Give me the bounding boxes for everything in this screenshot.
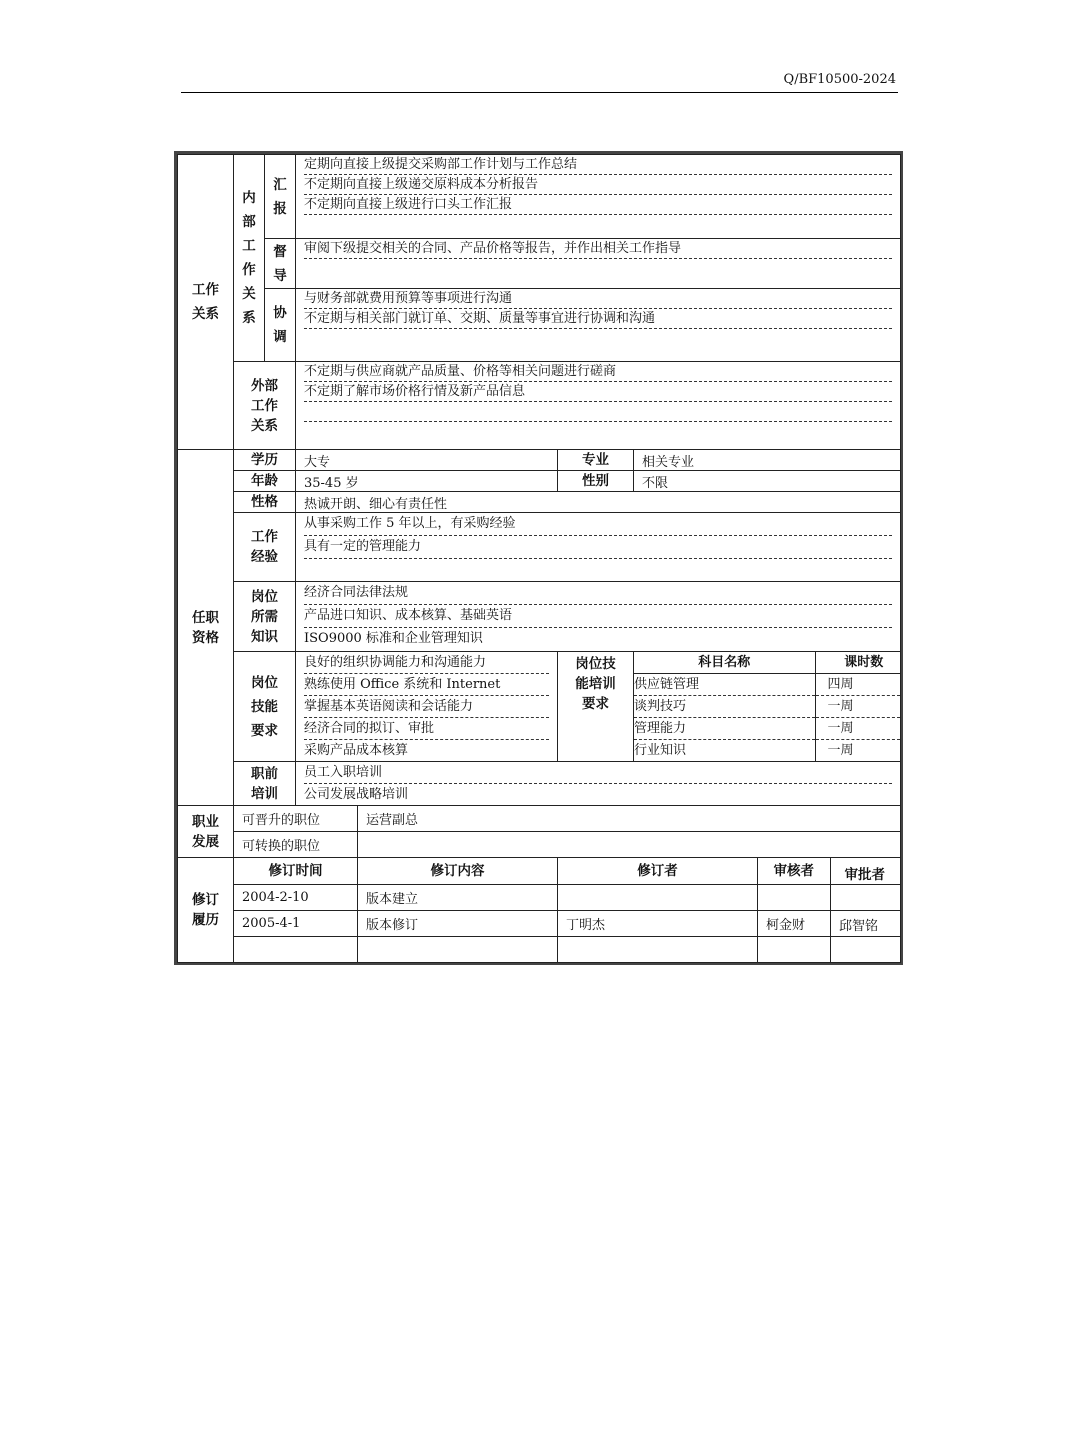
revision-date — [234, 937, 358, 963]
table-row — [178, 885, 901, 911]
list-item: 审阅下级提交相关的合同、产品价格等报告，并作出相关工作指导 — [304, 239, 892, 259]
revision-header-approver: 审批者 — [844, 867, 885, 883]
section-label-revisions: 修订 履历 — [178, 858, 234, 963]
list-item: 具有一定的管理能力 — [304, 536, 892, 559]
personality-label: 性格 — [234, 492, 296, 513]
training-hours: 一周 — [815, 739, 900, 761]
experience-lines — [296, 513, 901, 582]
revision-date: 2004-2-10 — [234, 885, 358, 911]
list-item: 产品进口知识、成本核算、基础英语 — [304, 605, 892, 628]
job-description-form — [174, 151, 903, 965]
training-hours: 四周 — [815, 673, 900, 695]
list-item: 良好的组织协调能力和沟通能力 — [304, 652, 549, 674]
table-row — [178, 937, 901, 963]
training-subject: 管理能力 — [634, 717, 815, 739]
training-label: 岗位技 能培训 要求 — [558, 652, 634, 762]
list-item — [304, 422, 892, 441]
training-subject-header: 科目名称 — [634, 652, 815, 673]
table-row — [634, 673, 900, 695]
list-item: 与财务部就费用预算等事项进行沟通 — [304, 289, 892, 309]
table-row — [634, 695, 900, 717]
table-row — [634, 739, 900, 761]
training-table-cell — [634, 652, 901, 762]
list-item: 不定期了解市场价格行情及新产品信息 — [304, 382, 892, 402]
revision-header-date: 修订时间 — [234, 858, 358, 885]
revision-checker — [758, 885, 901, 911]
experience-label: 工作 经验 — [234, 513, 296, 582]
external-lines — [296, 362, 901, 450]
coordinate-label: 协 调 — [265, 289, 296, 362]
revision-reviser: 丁明杰 — [558, 911, 758, 937]
list-item: 不定期向直接上级递交原料成本分析报告 — [304, 175, 892, 195]
training-subject: 谈判技巧 — [634, 695, 815, 717]
list-item: 采购产品成本核算 — [304, 743, 409, 758]
coordinate-lines — [296, 289, 901, 362]
skills-label: 岗位 技能 要求 — [234, 652, 296, 762]
transfer-label: 可转换的职位 — [234, 832, 358, 858]
list-item: 定期向直接上级提交采购部工作计划与工作总结 — [304, 155, 892, 175]
list-item: 员工入职培训 — [304, 762, 892, 784]
list-item: 掌握基本英语阅读和会话能力 — [304, 696, 549, 718]
major-value: 相关专业 — [634, 450, 901, 471]
list-item: 经济合同法律法规 — [304, 582, 892, 605]
revision-checker — [758, 937, 901, 963]
pre-job-training-lines — [296, 762, 901, 806]
knowledge-label: 岗位 所需 知识 — [234, 582, 296, 652]
list-item: 不定期向直接上级进行口头工作汇报 — [304, 195, 892, 215]
list-item: 经济合同的拟订、审批 — [304, 718, 549, 740]
table-row — [634, 717, 900, 739]
revision-date: 2005-4-1 — [234, 911, 358, 937]
document-code: Q/BF10500-2024 — [783, 72, 896, 87]
table-row — [178, 911, 901, 937]
training-hours: 一周 — [815, 695, 900, 717]
skills-lines — [296, 652, 558, 762]
section-label-work-relations: 工作 关系 — [178, 155, 234, 450]
list-item — [304, 215, 892, 234]
revision-header-checker: 审核者 — [758, 858, 831, 884]
list-item — [304, 329, 892, 348]
education-value: 大专 — [296, 450, 558, 471]
promote-value: 运营副总 — [358, 806, 901, 832]
list-item — [304, 259, 892, 278]
education-label: 学历 — [234, 450, 296, 471]
form-table — [177, 154, 901, 963]
revision-reviser — [558, 885, 758, 911]
gender-value: 不限 — [634, 471, 901, 492]
training-table — [634, 652, 900, 761]
list-item: 不定期与供应商就产品质量、价格等相关问题进行磋商 — [304, 362, 892, 382]
section-label-qualifications: 任职 资格 — [178, 450, 234, 806]
section-label-career: 职业 发展 — [178, 806, 234, 858]
revision-checker: 柯金财 — [758, 911, 901, 937]
external-relations-label: 外部 工作 关系 — [234, 362, 296, 450]
pre-job-training-label: 职前 培训 — [234, 762, 296, 806]
revision-content: 版本建立 — [358, 885, 558, 911]
supervise-label: 督 导 — [265, 239, 296, 289]
revision-header-content: 修订内容 — [358, 858, 558, 885]
revision-reviser — [558, 937, 758, 963]
header-rule — [181, 92, 898, 93]
training-subject: 行业知识 — [634, 742, 687, 758]
transfer-value — [358, 832, 901, 858]
revision-content: 版本修订 — [358, 911, 558, 937]
list-item — [304, 402, 892, 422]
report-label: 汇 报 — [265, 155, 296, 239]
supervise-lines — [296, 239, 901, 289]
revision-header-reviser: 修订者 — [558, 858, 758, 885]
list-item: ISO9000 标准和企业管理知识 — [304, 631, 483, 646]
list-item: 公司发展战略培训 — [304, 787, 409, 802]
list-item: 不定期与相关部门就订单、交期、质量等事宜进行协调和沟通 — [304, 309, 892, 329]
age-value: 35-45 岁 — [296, 471, 558, 492]
personality-value: 热诚开朗、细心有责任性 — [296, 492, 901, 513]
internal-relations-label: 内 部 工 作 关 系 — [234, 155, 265, 362]
training-hours-header: 课时数 — [815, 652, 900, 673]
revision-content — [358, 937, 558, 963]
training-subject: 供应链管理 — [634, 673, 815, 695]
list-item: 从事采购工作 5 年以上，有采购经验 — [304, 513, 892, 536]
revision-approver: 邱智铭 — [839, 919, 879, 934]
age-label: 年龄 — [234, 471, 296, 492]
gender-label: 性别 — [558, 471, 634, 492]
training-hours: 一周 — [815, 717, 900, 739]
list-item — [304, 559, 892, 581]
knowledge-lines — [296, 582, 901, 652]
list-item: 熟练使用 Office 系统和 Internet — [304, 674, 549, 696]
promote-label: 可晋升的职位 — [234, 806, 358, 832]
report-lines — [296, 155, 901, 239]
major-label: 专业 — [558, 450, 634, 471]
